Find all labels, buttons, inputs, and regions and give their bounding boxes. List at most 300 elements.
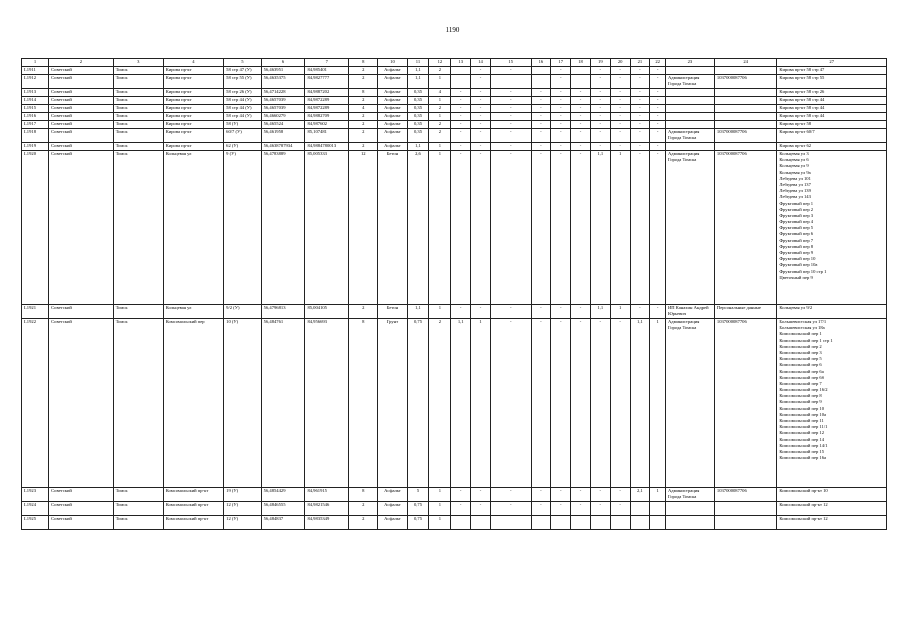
table-cell <box>665 516 714 530</box>
address-list <box>777 67 887 75</box>
table-cell: - <box>471 113 491 121</box>
table-cell: - <box>610 488 630 502</box>
address-item: Фруктовый пер 2 <box>779 206 814 212</box>
table-cell: 1,1 <box>407 143 429 151</box>
address-item: Кирова пр-кт 58 стр 47 <box>779 67 825 72</box>
table-cell: - <box>630 129 650 143</box>
table-cell: Томск <box>113 151 163 305</box>
address-item: Комсомольский пер 6 <box>779 362 822 368</box>
table-cell: - <box>471 305 491 319</box>
table-cell: - <box>590 488 610 502</box>
table-cell <box>650 502 666 516</box>
table-cell: 2 <box>349 305 378 319</box>
table-cell: - <box>471 129 491 143</box>
table-cell: - <box>471 105 491 113</box>
table-cell: 1 <box>610 151 630 305</box>
table-cell: - <box>610 97 630 105</box>
table-cell: - <box>551 319 571 488</box>
table-cell: 84,9835349 <box>305 516 349 530</box>
table-cell: 12 (У) <box>224 516 262 530</box>
table-cell: Администрация Города Томска <box>665 488 714 502</box>
address-list <box>777 89 887 97</box>
table-cell: - <box>650 105 666 113</box>
table-cell: 56,4638787934 <box>261 143 305 151</box>
table-cell: Комсомольский пр-кт <box>163 502 223 516</box>
table-cell: - <box>590 113 610 121</box>
table-row <box>22 516 887 530</box>
table-cell <box>531 516 551 530</box>
table-cell: 58 стр 44 (У) <box>224 113 262 121</box>
table-cell: 4 <box>429 89 451 97</box>
table-cell: 2 <box>429 67 451 75</box>
column-header: 27 <box>777 59 887 67</box>
table-cell: 1 <box>429 502 451 516</box>
address-list <box>777 105 887 113</box>
table-cell: - <box>490 151 531 305</box>
table-cell: - <box>451 121 471 129</box>
column-header: 1 <box>22 59 49 67</box>
address-item: Лебедева ул 139 <box>779 188 811 194</box>
table-cell <box>714 121 777 129</box>
table-cell: - <box>590 97 610 105</box>
address-list <box>777 319 887 488</box>
address-item: Комсомольский пер 14 <box>779 436 825 442</box>
address-item: Фруктовый пер 5 <box>779 225 814 231</box>
column-header: 20 <box>610 59 630 67</box>
table-cell: 0,75 <box>407 516 429 530</box>
table-cell: 58 стр 55 (У) <box>224 75 262 89</box>
table-cell: 84,956693 <box>305 319 349 488</box>
table-cell: Асфальт <box>378 67 407 75</box>
table-cell <box>630 516 650 530</box>
address-item: Комсомольский пер 11/1 <box>779 424 828 430</box>
table-cell: 2 <box>349 97 378 105</box>
address-item: Фруктовый пер 1 <box>779 200 814 206</box>
table-cell: 2 <box>349 143 378 151</box>
table-cell: 84,9884780013 <box>305 143 349 151</box>
table-cell: Томск <box>113 121 163 129</box>
table-cell: L1921 <box>22 305 49 319</box>
table-cell: - <box>531 89 551 97</box>
table-cell: - <box>531 129 551 143</box>
column-header: 23 <box>665 59 714 67</box>
column-header: 13 <box>451 59 471 67</box>
table-cell: - <box>610 75 630 89</box>
table-row <box>22 75 887 89</box>
table-cell: - <box>490 89 531 97</box>
table-cell: Советский <box>49 67 114 75</box>
table-cell: 2 <box>349 67 378 75</box>
address-list <box>777 97 887 105</box>
table-cell <box>571 75 591 89</box>
address-item: Кирова пр-кт 58 <box>779 121 812 126</box>
table-cell: L1925 <box>22 516 49 530</box>
address-item: Комсомольский пер 14/1 <box>779 442 828 448</box>
table-cell: Советский <box>49 113 114 121</box>
table-cell: - <box>531 113 551 121</box>
address-item: Комсомольский пер 10 <box>779 405 825 411</box>
table-cell: L1924 <box>22 502 49 516</box>
table-cell <box>714 143 777 151</box>
address-item: Комсомольский пер 1 <box>779 331 822 337</box>
address-item: Комсомольский пер 12 <box>779 430 825 436</box>
address-item: Комсомольский пр-кт 10 <box>779 488 828 493</box>
table-cell <box>551 516 571 530</box>
column-header: 18 <box>571 59 591 67</box>
table-cell: - <box>551 67 571 75</box>
table-cell <box>490 516 531 530</box>
table-cell: - <box>610 113 630 121</box>
table-cell: Кирова пр-кт <box>163 129 223 143</box>
table-cell: L1912 <box>22 75 49 89</box>
table-cell: - <box>571 121 591 129</box>
table-cell: 2 <box>429 105 451 113</box>
address-item: Фруктовый пер 4 <box>779 219 814 225</box>
column-header: 15 <box>490 59 531 67</box>
table-cell: 12 (У) <box>224 502 262 516</box>
table-cell: 2 <box>349 502 378 516</box>
column-header: 11 <box>407 59 429 67</box>
table-cell: 84,9827777 <box>305 75 349 89</box>
table-cell <box>714 97 777 105</box>
table-cell: 85,004105 <box>305 305 349 319</box>
table-cell: 2 <box>429 319 451 488</box>
header-row <box>22 59 887 67</box>
table-cell <box>650 516 666 530</box>
table-cell: 1037000087706 <box>714 129 777 143</box>
address-item: Комсомольский пр-кт 12 <box>779 516 828 521</box>
table-cell: - <box>630 121 650 129</box>
address-item: Фруктовый пер 10 <box>779 256 816 262</box>
table-cell: Кольцевая ул <box>163 151 223 305</box>
table-cell: - <box>571 488 591 502</box>
table-cell: 56,4635375 <box>261 75 305 89</box>
column-header: 6 <box>261 59 305 67</box>
table-cell: - <box>650 121 666 129</box>
table-cell: - <box>531 305 551 319</box>
table-cell: - <box>610 105 630 113</box>
table-cell <box>610 516 630 530</box>
table-cell: Кирова пр-кт <box>163 97 223 105</box>
table-cell: 1037000087706 <box>714 151 777 305</box>
table-cell: Бетон <box>378 151 407 305</box>
address-item: Лебедева ул 101 <box>779 175 811 181</box>
table-cell: Советский <box>49 129 114 143</box>
table-cell: - <box>551 113 571 121</box>
address-item: Кольцевая ул 3 <box>779 151 809 156</box>
table-cell: Кирова пр-кт <box>163 113 223 121</box>
table-cell: Персональные данные <box>714 305 777 319</box>
table-cell: - <box>471 502 491 516</box>
address-item: Комсомольский пер 16/2 <box>779 387 828 393</box>
address-list <box>777 151 887 305</box>
table-cell: Советский <box>49 75 114 89</box>
table-cell: - <box>571 305 591 319</box>
table-cell: L1913 <box>22 89 49 97</box>
table-cell: - <box>571 105 591 113</box>
address-list <box>777 516 887 530</box>
table-cell: - <box>630 75 650 89</box>
column-header: 22 <box>650 59 666 67</box>
table-cell: L1919 <box>22 143 49 151</box>
table-cell: - <box>471 143 491 151</box>
table-cell: 84,9872289 <box>305 105 349 113</box>
table-cell: - <box>490 319 531 488</box>
column-header: 14 <box>471 59 491 67</box>
table-cell: Администрация Города Томска <box>665 319 714 488</box>
table-cell: 0,35 <box>407 129 429 143</box>
table-cell: 1,1 <box>451 319 471 488</box>
table-cell: - <box>531 502 551 516</box>
table-cell <box>714 516 777 530</box>
table-cell: - <box>571 143 591 151</box>
table-cell: Кирова пр-кт <box>163 121 223 129</box>
table-cell <box>590 516 610 530</box>
table-cell: 1037000087706 <box>714 319 777 488</box>
table-cell: - <box>650 97 666 105</box>
table-cell: - <box>650 113 666 121</box>
table-cell: 9/2 (У) <box>224 305 262 319</box>
table-cell: Томск <box>113 105 163 113</box>
table-cell: - <box>531 151 551 305</box>
table-cell: Кирова пр-кт <box>163 89 223 97</box>
table-cell: 56,4657039 <box>261 97 305 105</box>
column-header: 12 <box>429 59 451 67</box>
table-cell: Асфальт <box>378 75 407 89</box>
table-cell: - <box>451 488 471 502</box>
table-cell: - <box>650 151 666 305</box>
table-row <box>22 113 887 121</box>
table-cell: 58 стр 47 (У) <box>224 67 262 75</box>
table-cell: - <box>610 67 630 75</box>
column-header: 21 <box>630 59 650 67</box>
table-cell: Бетон <box>378 305 407 319</box>
table-cell: Комсомольский пр-кт <box>163 488 223 502</box>
table-cell <box>665 121 714 129</box>
address-item: Кирова пр-кт 58 стр 44 <box>779 97 825 102</box>
table-cell <box>665 113 714 121</box>
table-cell: - <box>590 75 610 89</box>
table-cell: - <box>571 319 591 488</box>
address-item: Кирова пр-кт 58 стр 55 <box>779 75 825 80</box>
table-cell: Советский <box>49 105 114 113</box>
column-header: 4 <box>163 59 223 67</box>
table-cell: - <box>531 97 551 105</box>
address-item: Кольцевая ул 9 <box>779 163 809 169</box>
address-list <box>777 502 887 516</box>
table-cell: 1 <box>471 319 491 488</box>
table-cell: 1 <box>429 305 451 319</box>
table-cell: Асфальт <box>378 129 407 143</box>
table-cell: 1 <box>429 488 451 502</box>
table-cell: 1 <box>429 97 451 105</box>
table-cell: - <box>551 143 571 151</box>
column-header: 19 <box>590 59 610 67</box>
table-cell: - <box>551 105 571 113</box>
table-cell: Советский <box>49 305 114 319</box>
table-row <box>22 488 887 502</box>
table-cell: Асфальт <box>378 97 407 105</box>
table-row <box>22 97 887 105</box>
table-cell: - <box>490 502 531 516</box>
table-cell: - <box>490 488 531 502</box>
table-cell: 62 (У) <box>224 143 262 151</box>
table-cell: 56,484837 <box>261 516 305 530</box>
table-cell: - <box>490 105 531 113</box>
table-cell: 84,985401 <box>305 67 349 75</box>
table-cell: Томск <box>113 97 163 105</box>
table-cell: - <box>630 97 650 105</box>
table-cell: L1915 <box>22 105 49 113</box>
table-cell: Томск <box>113 319 163 488</box>
table-cell: 56,461958 <box>261 129 305 143</box>
table-cell <box>714 502 777 516</box>
table-cell: 1,1 <box>590 305 610 319</box>
table-cell: 1037000087706 <box>714 75 777 89</box>
table-cell: - <box>650 305 666 319</box>
address-item: Большевистская ул 17/1 <box>779 319 827 324</box>
table-cell: - <box>451 129 471 143</box>
table-cell: 56,463951 <box>261 67 305 75</box>
address-list <box>777 129 887 143</box>
address-item: Лебедева ул 137 <box>779 181 811 187</box>
column-header: 24 <box>714 59 777 67</box>
table-cell: Советский <box>49 319 114 488</box>
table-cell: - <box>650 143 666 151</box>
table-cell: - <box>490 97 531 105</box>
table-cell: - <box>490 121 531 129</box>
address-item: Кольцевая ул 9а <box>779 169 811 175</box>
table-cell: - <box>471 89 491 97</box>
table-cell: 1 <box>429 143 451 151</box>
table-cell: - <box>451 151 471 305</box>
address-item: Комсомольский пер 8 <box>779 393 822 399</box>
table-cell: Грунт <box>378 319 407 488</box>
table-cell <box>665 89 714 97</box>
table-cell: 8 <box>349 488 378 502</box>
column-header: 17 <box>551 59 571 67</box>
table-row <box>22 305 887 319</box>
table-row <box>22 89 887 97</box>
table-cell: 84,9821546 <box>305 502 349 516</box>
table-cell: Асфальт <box>378 113 407 121</box>
table-cell: Томск <box>113 516 163 530</box>
address-item: Кольцевая ул 6 <box>779 157 809 163</box>
table-cell: - <box>551 151 571 305</box>
table-cell: 84,9887202 <box>305 89 349 97</box>
table-cell: - <box>551 121 571 129</box>
table-cell: Асфальт <box>378 143 407 151</box>
table-cell: - <box>490 143 531 151</box>
address-item: Комсомольский пер 6б <box>779 374 825 380</box>
table-cell: 2,6 <box>407 151 429 305</box>
table-cell: - <box>471 97 491 105</box>
table-row <box>22 319 887 488</box>
table-cell: 1 <box>650 488 666 502</box>
table-cell <box>571 516 591 530</box>
table-cell: Советский <box>49 97 114 105</box>
address-item: Лебедева ул 143 <box>779 194 811 200</box>
table-cell: Администрация Города Томска <box>665 151 714 305</box>
table-cell: - <box>610 129 630 143</box>
table-cell: Советский <box>49 143 114 151</box>
table-cell: 56,465524 <box>261 121 305 129</box>
table-cell: 2 <box>349 113 378 121</box>
table-cell: L1914 <box>22 97 49 105</box>
table-cell: Кирова пр-кт <box>163 75 223 89</box>
table-cell: - <box>650 75 666 89</box>
table-row <box>22 105 887 113</box>
address-item: Комсомольский пр-кт 12 <box>779 502 828 507</box>
table-cell: - <box>630 151 650 305</box>
table-cell: Кирова пр-кт <box>163 67 223 75</box>
table-cell: 84,9882709 <box>305 113 349 121</box>
column-header: 10 <box>378 59 407 67</box>
table-cell: 0,35 <box>407 113 429 121</box>
table-cell: Кольцевая ул <box>163 305 223 319</box>
table-cell: - <box>650 129 666 143</box>
table-cell: - <box>471 151 491 305</box>
registry-table <box>21 58 887 530</box>
table-cell: - <box>471 488 491 502</box>
table-row <box>22 121 887 129</box>
table-cell <box>531 67 551 75</box>
table-cell <box>451 516 471 530</box>
table-cell: 2 <box>349 516 378 530</box>
table-cell: - <box>650 89 666 97</box>
address-item: Комсомольский пер 1 стр 1 <box>779 337 833 343</box>
table-cell: - <box>590 89 610 97</box>
table-cell: 56,484761 <box>261 319 305 488</box>
table-cell: - <box>650 67 666 75</box>
table-cell: - <box>571 89 591 97</box>
table-row <box>22 143 887 151</box>
address-list <box>777 113 887 121</box>
table-cell: - <box>531 121 551 129</box>
table-cell: - <box>471 67 491 75</box>
table-cell: - <box>571 113 591 121</box>
table-cell: Советский <box>49 89 114 97</box>
address-item: Комсомольский пер 5 <box>779 356 822 362</box>
table-cell: Кирова пр-кт <box>163 105 223 113</box>
table-cell: - <box>610 319 630 488</box>
table-cell: - <box>531 488 551 502</box>
table-cell: - <box>531 319 551 488</box>
table-cell: 85,005333 <box>305 151 349 305</box>
table-cell: - <box>590 129 610 143</box>
table-cell: 0,35 <box>407 121 429 129</box>
table-cell: 1,1 <box>407 75 429 89</box>
table-cell: 1037000087706 <box>714 488 777 502</box>
table-cell: Асфальт <box>378 121 407 129</box>
table-cell: 0,35 <box>407 97 429 105</box>
table-cell: Советский <box>49 151 114 305</box>
table-cell: - <box>630 67 650 75</box>
table-cell: 12 <box>349 151 378 305</box>
table-cell: - <box>590 121 610 129</box>
table-cell: 56,4783889 <box>261 151 305 305</box>
table-cell: 1 <box>610 305 630 319</box>
table-cell: Администрация Города Томска <box>665 75 714 89</box>
table-cell: - <box>451 97 471 105</box>
table-cell: - <box>590 67 610 75</box>
table-cell: 10 (У) <box>224 319 262 488</box>
table-row <box>22 502 887 516</box>
table-cell: 56,4796813 <box>261 305 305 319</box>
table-cell: 2 <box>429 129 451 143</box>
column-header: 7 <box>305 59 349 67</box>
table-cell: L1922 <box>22 319 49 488</box>
